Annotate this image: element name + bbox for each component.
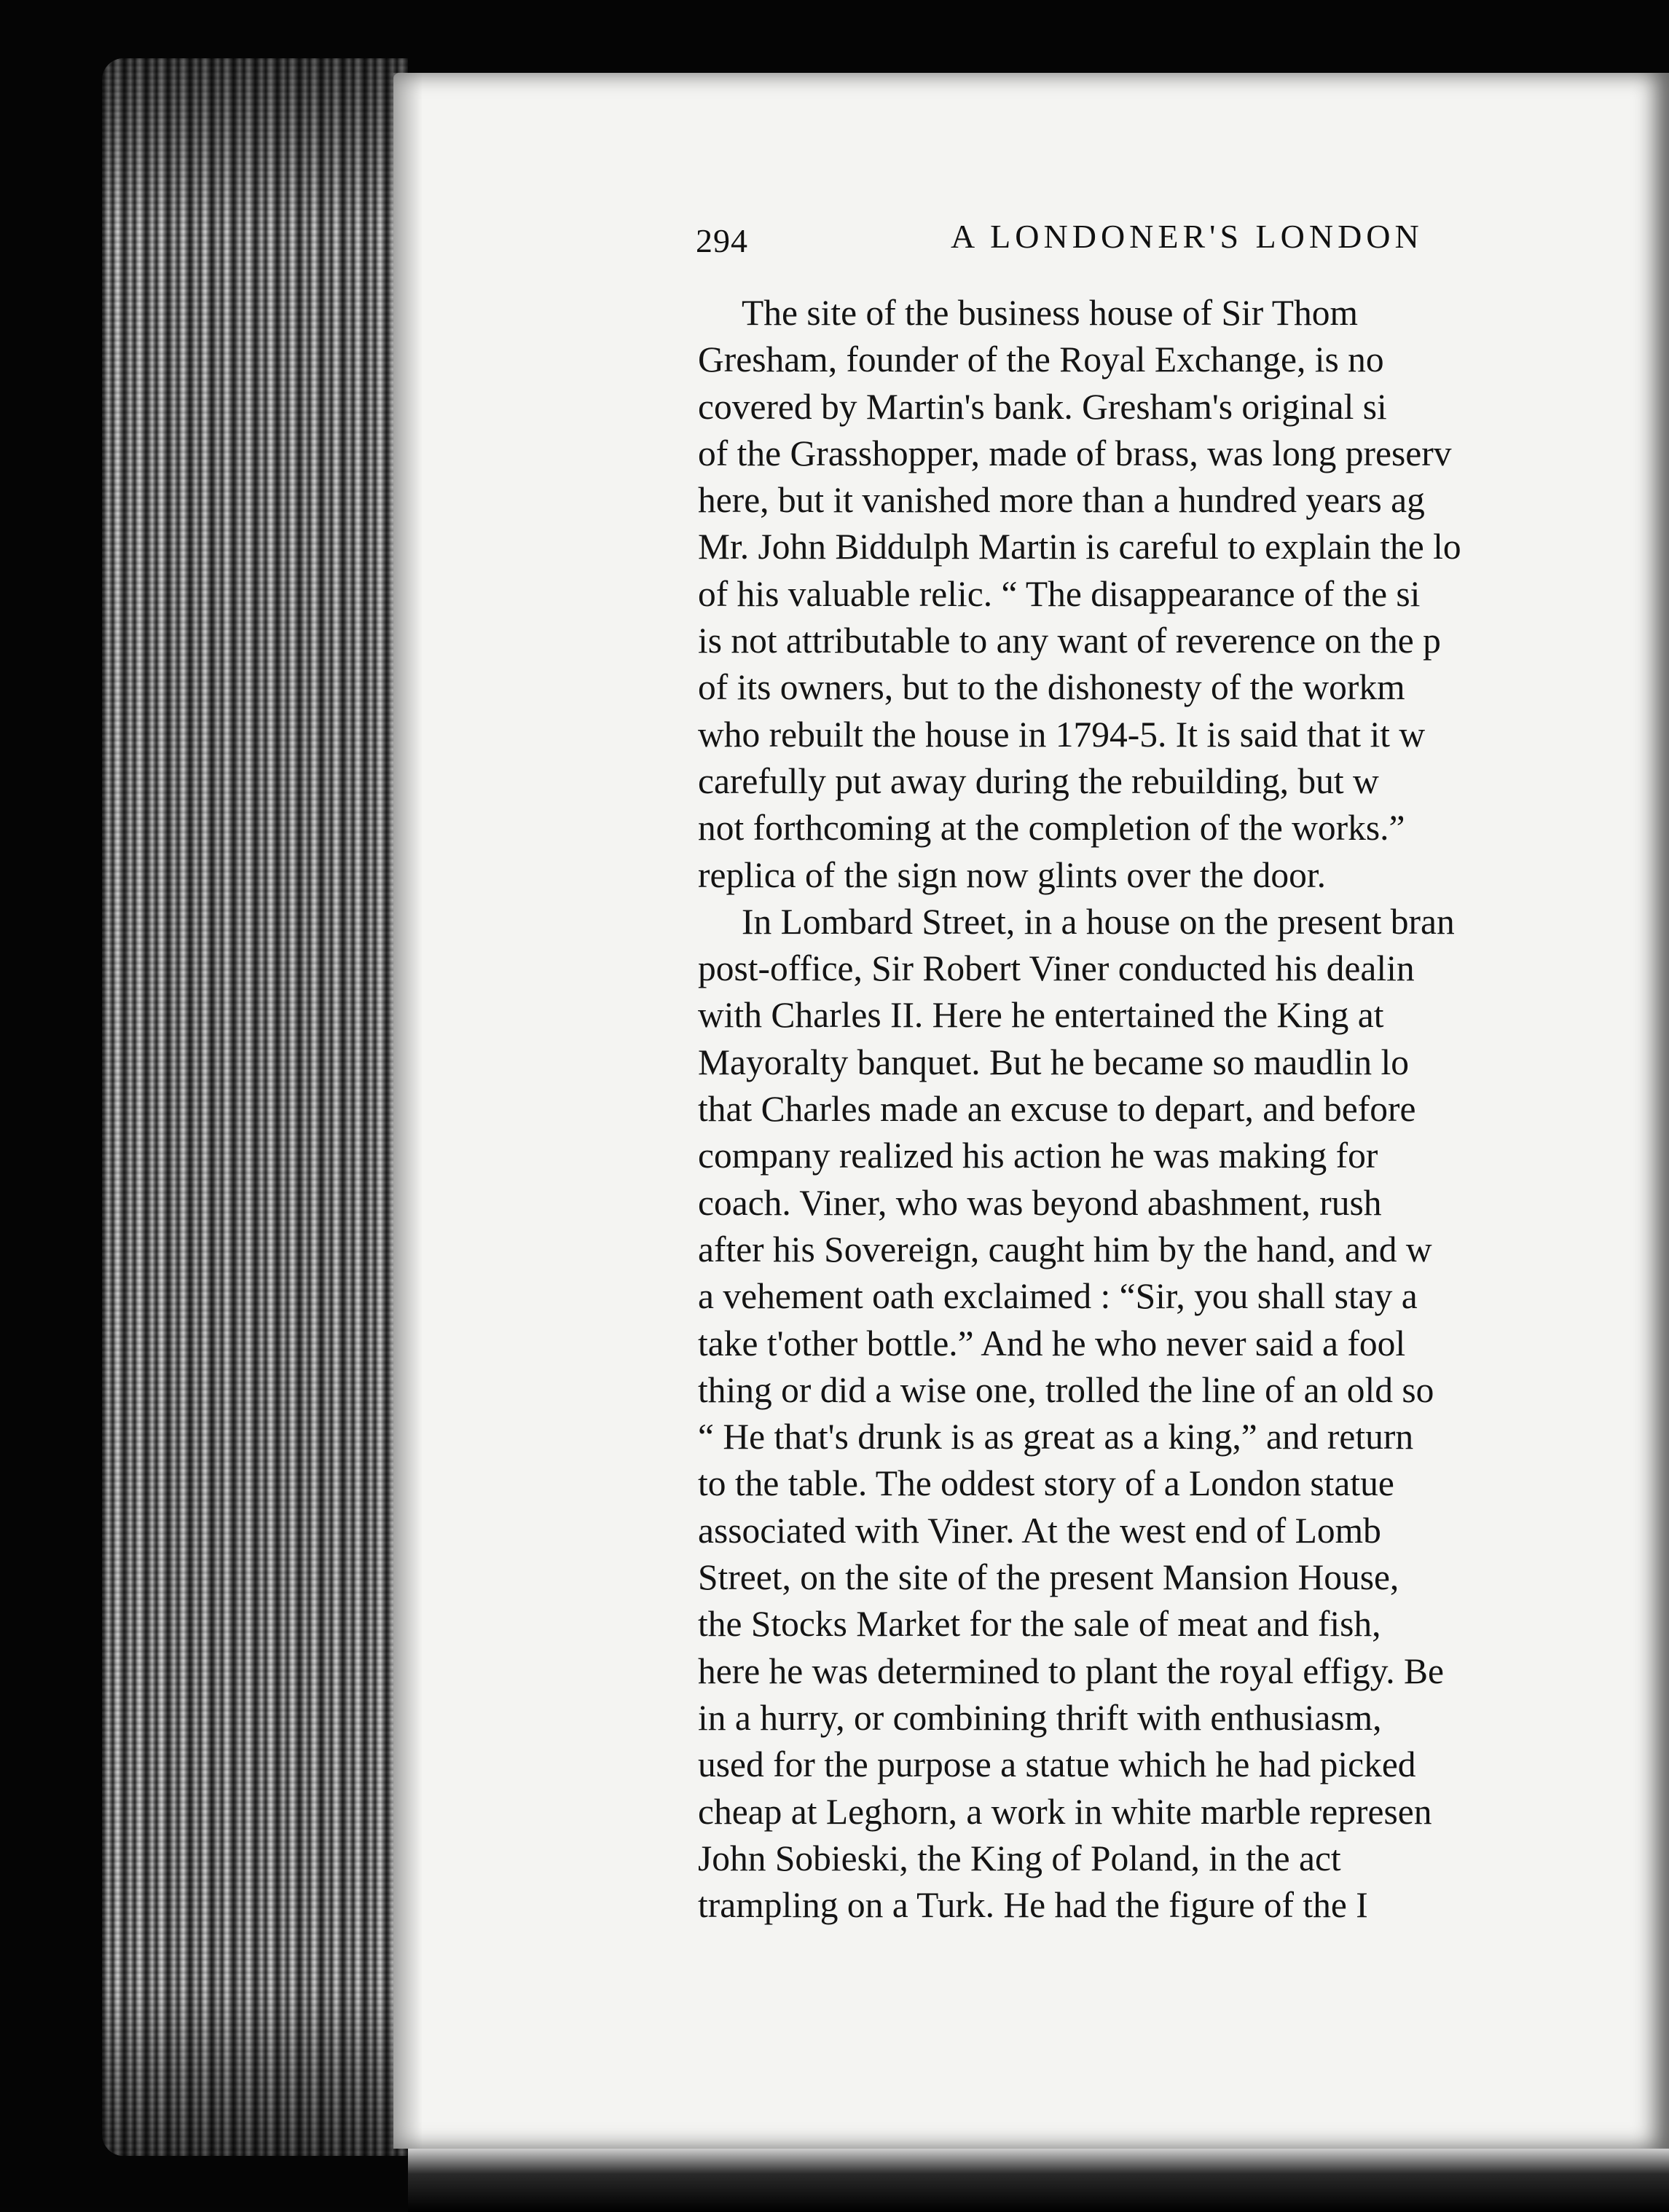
text-line: with Charles II. Here he entertained the King at [698,995,1384,1036]
text-line: Gresham, founder of the Royal Exchange, is no [698,339,1384,380]
text-line: of his valuable relic. “ The disappearance of the si [698,573,1421,614]
text-line: to the table. The oddest story of a London statue [698,1463,1394,1504]
text-line: carefully put away during the rebuilding, but w [698,760,1379,801]
text-line: of its owners, but to the dishonesty of the workm [698,667,1405,708]
text-line: Mr. John Biddulph Martin is careful to explain the lo [698,527,1461,567]
text-line: covered by Martin's bank. Gresham's original si [698,386,1387,427]
book-bottom-edge [408,2149,1669,2212]
running-head [696,217,1669,268]
text-line: that Charles made an excuse to depart, and before [698,1089,1416,1130]
text-line: used for the purpose a statue which he had picked [698,1744,1416,1785]
text-line: cheap at Leghorn, a work in white marble represen [698,1791,1432,1832]
running-head-title: A LONDONER'S LONDON [951,218,1423,255]
page-number: 294 [696,222,748,259]
text-line: of the Grasshopper, made of brass, was long preserv [698,433,1452,473]
text-line: associated with Viner. At the west end of Lomb [698,1510,1381,1551]
text-line: Mayoralty banquet. But he became so maudlin lo [698,1042,1410,1082]
text-line: John Sobieski, the King of Poland, in the act [698,1838,1341,1878]
text-line: in a hurry, or combining thrift with enthusiasm, [698,1697,1382,1738]
paragraph [698,290,1669,899]
text-line: company realized his action he was making for [698,1135,1378,1176]
book-fore-edge [102,58,408,2156]
text-line: the Stocks Market for the sale of meat and fish, [698,1604,1381,1645]
text-line: here, but it vanished more than a hundred years ag [698,480,1425,521]
text-line: “ He that's drunk is as great as a king,” and return [698,1417,1414,1457]
body-text [698,290,1669,2060]
text-line: thing or did a wise one, trolled the line of an old so [698,1369,1434,1410]
text-line: take t'other bottle.” And he who never said a fool [698,1323,1406,1363]
text-line: post-office, Sir Robert Viner conducted his dealin [698,948,1415,989]
text-line: replica of the sign now glints over the door. [698,854,1326,895]
text-line: is not attributable to any want of reverence on the p [698,621,1441,661]
text-line: trampling on a Turk. He had the figure of the I [698,1885,1368,1926]
text-line: not forthcoming at the completion of the works.” [698,808,1405,849]
paragraph [698,899,1669,1929]
text-line: The site of the business house of Sir Thom [742,293,1358,333]
text-line: In Lombard Street, in a house on the present bran [742,901,1455,942]
text-line: who rebuilt the house in 1794-5. It is said that it w [698,714,1426,755]
text-line: coach. Viner, who was beyond abashment, rush [698,1182,1382,1223]
page-gutter-shadow [393,73,423,2149]
text-line: a vehement oath exclaimed : “Sir, you shall stay a [698,1276,1418,1317]
text-line: here he was determined to plant the royal effigy. Be [698,1650,1445,1691]
text-line: Street, on the site of the present Mansion House, [698,1557,1399,1598]
text-line: after his Sovereign, caught him by the hand, and w [698,1229,1432,1270]
